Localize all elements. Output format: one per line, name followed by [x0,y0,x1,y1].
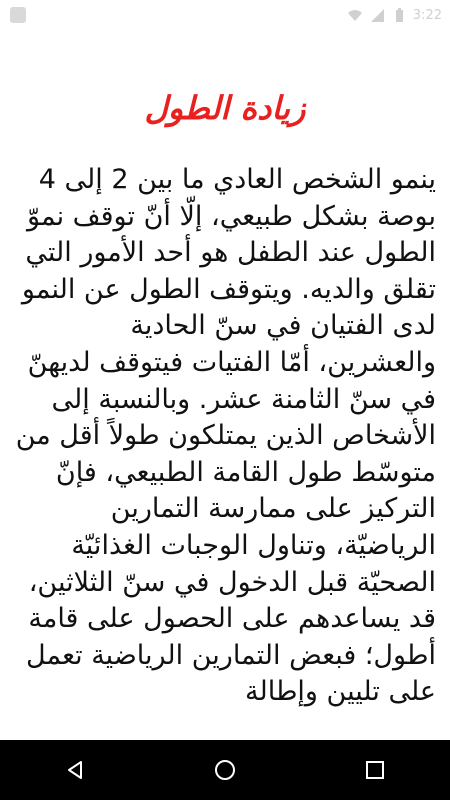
wifi-icon [347,7,363,23]
back-icon [64,759,86,781]
article-body: ينمو الشخص العادي ما بين 2 إلى 4 بوصة بشكل طبيعي، إلّا أنّ توقف نموّ الطول عند الطفل هو أحد الأمور التي تقلق والديه. ويتوقف الطول عن النمو لدى الفتيان في سنّ الحادية والعشرين، أمّا الفتيات فيتوقف لديهنّ في سنّ الثامنة عشر. وبالنسبة إلى الأشخاص الذين يمتلكون طولاً أقل من متوسّط طول القامة الطبيعي، فإنّ التركيز على ممارسة التمارين الرياضيّة، وتناول الوجبات الغذائيّة الصحيّة قبل الدخول في سنّ الثلاثين، قد يساعدهم على الحصول على قامة أطول؛ فبعض التمارين الرياضية تعمل على تليين وإطالة [15,164,436,708]
recents-icon [364,759,386,781]
status-time: 3:22 [412,7,442,23]
recents-button[interactable] [355,750,395,790]
article-content[interactable] [0,30,450,740]
home-icon [213,758,237,782]
status-icons [347,5,442,25]
article-title: زيادة الطول [144,89,306,127]
battery-icon [391,7,407,23]
status-bar [0,0,450,30]
back-button[interactable] [55,750,95,790]
navigation-bar [0,740,450,800]
notification-icon [10,7,26,23]
home-button[interactable] [205,750,245,790]
signal-icon [369,7,385,23]
